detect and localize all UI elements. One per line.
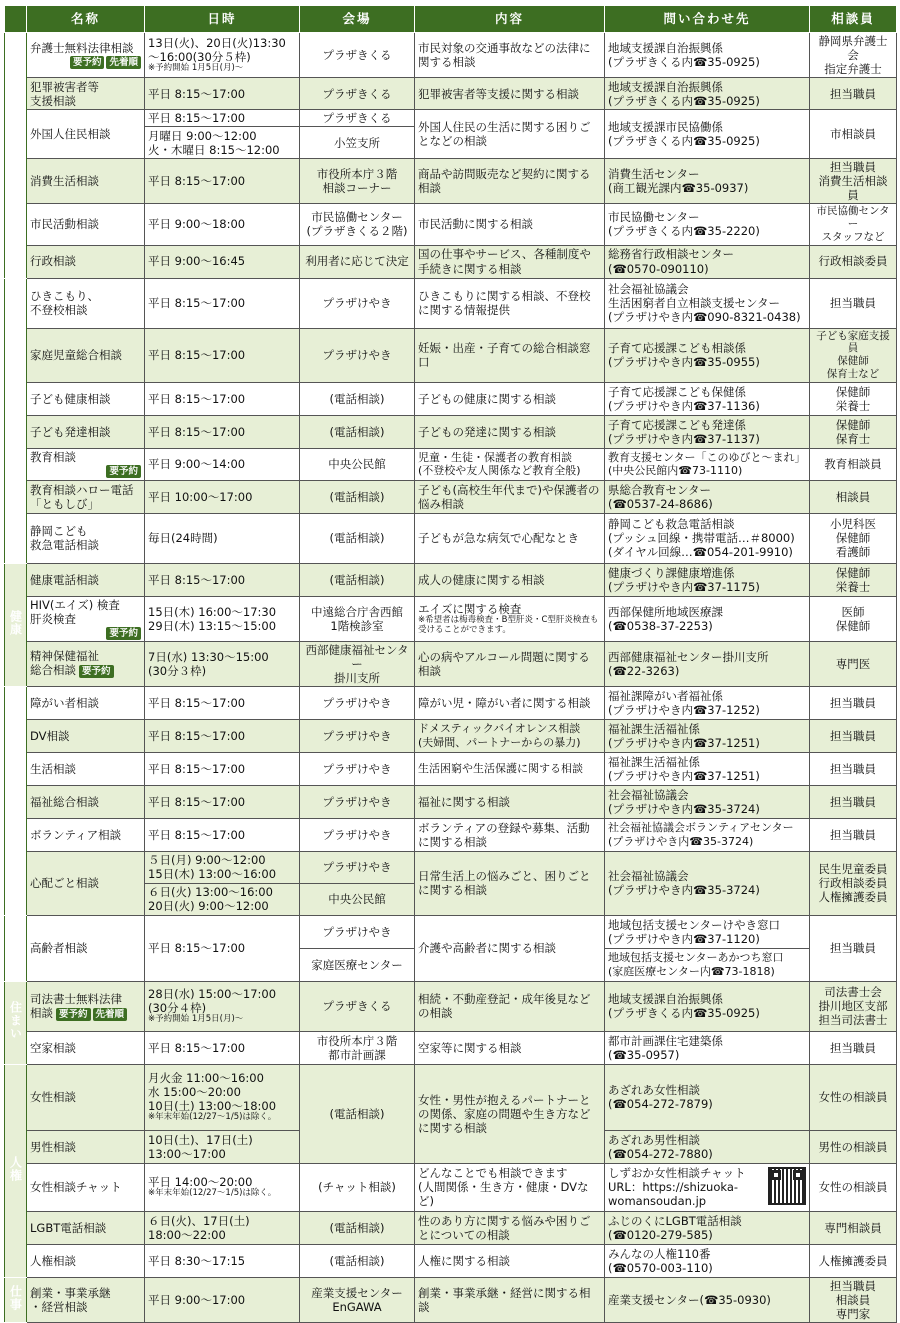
row-contact: 社会福祉協議会 (プラザけやき内☎35-3724): [605, 851, 810, 915]
row-name: 教育相談ハロー電話 「ともしび」: [27, 480, 145, 513]
row-time: 平日 9:00～16:45: [145, 245, 300, 278]
row-staff: 人権擁護委員: [810, 1244, 897, 1277]
consultation-table: [4, 5, 897, 1323]
row-name: ボランティア相談: [27, 818, 145, 851]
row-staff: 民生児童委員 行政相談委員 人権擁護委員: [810, 851, 897, 915]
row-contact: 地域支援課自治振興係 (プラザきくる内☎35-0925): [605, 78, 810, 110]
row-staff: 行政相談委員: [810, 245, 897, 278]
row-time: 平日 14:00～20:00 ※年末年始(12/27～1/5)は除く。: [145, 1163, 300, 1211]
row-venue: 市役所本庁３階 相談コーナー: [300, 159, 415, 204]
row-staff: 担当職員: [810, 278, 897, 328]
row-staff: 担当職員: [810, 752, 897, 785]
row-staff: 子ども家庭支援員 保健師 保育士など: [810, 328, 897, 382]
row-time: 平日 8:15～17:00: [145, 1031, 300, 1064]
row-name: 子ども発達相談: [27, 415, 145, 448]
row-name: 静岡こども 救急電話相談: [27, 513, 145, 563]
row-content: 性のあり方に関する悩みや困りごとについての相談: [415, 1211, 605, 1244]
row-time: 月火金 11:00～16:00 水 15:00～20:00 10日(土) 13:00～18:00 ※年末年始(12/27～1/5)は除く。: [145, 1064, 300, 1130]
row-venue: プラザけやき: [300, 915, 415, 948]
row-name: 健康電話相談: [27, 563, 145, 596]
row-time: 7日(水) 13:30～15:00 (30分３枠): [145, 641, 300, 686]
row-venue: プラザけやき: [300, 851, 415, 883]
row-content: 市民対象の交通事故などの法律に関する相談: [415, 33, 605, 78]
table-row: [5, 1031, 897, 1064]
row-contact: 教育支援センター「このゆびと～まれ」 (中央公民館内☎73-1110): [605, 448, 810, 480]
row-staff: 保健師 保育士: [810, 415, 897, 448]
row-content: 子どもの発達に関する相談: [415, 415, 605, 448]
reservation-badge: 要予約: [106, 627, 141, 640]
row-name: 空家相談: [27, 1031, 145, 1064]
row-contact: 総務省行政相談センター (☎0570-090110): [605, 245, 810, 278]
row-content: 相続・不動産登記・成年後見などの相談: [415, 981, 605, 1031]
row-content: 外国人住民の生活に関する困りごとなどの相談: [415, 110, 605, 159]
row-time: 平日 8:30～17:15: [145, 1244, 300, 1277]
row-staff: 保健師 栄養士: [810, 563, 897, 596]
row-contact: ふじのくにLGBT電話相談 (☎0120-279-585): [605, 1211, 810, 1244]
row-staff: 担当職員: [810, 785, 897, 818]
row-contact: 社会福祉協議会 生活困窮者自立相談支援センター (プラザけやき内☎090-8321-0438): [605, 278, 810, 328]
row-content: 女性・男性が抱えるパートナーとの関係、家庭の問題や生き方などに関する相談: [415, 1064, 605, 1163]
table-row: [5, 415, 897, 448]
row-venue: (電話相談): [300, 480, 415, 513]
row-name: 創業・事業承継 ・経営相談: [27, 1277, 145, 1322]
row-time: 平日 8:15～17:00: [145, 159, 300, 204]
row-venue: プラザきくる: [300, 78, 415, 110]
row-time: 平日 9:00～14:00: [145, 448, 300, 480]
row-contact: あざれあ男性相談 (☎054-272-7880): [605, 1130, 810, 1163]
table-row: [5, 915, 897, 948]
row-time: 平日 10:00～17:00: [145, 480, 300, 513]
row-content: 心の病やアルコール問題に関する相談: [415, 641, 605, 686]
row-staff: 専門相談員: [810, 1211, 897, 1244]
row-time: 平日 8:15～17:00: [145, 785, 300, 818]
row-time: 平日 8:15～17:00: [145, 382, 300, 415]
table-row: [5, 981, 897, 1031]
row-content: 生活困窮や生活保護に関する相談: [415, 752, 605, 785]
header-content: 内容: [415, 6, 605, 33]
row-time: 平日 8:15～17:00: [145, 915, 300, 981]
row-staff: 医師 保健師: [810, 596, 897, 641]
row-content: 人権に関する相談: [415, 1244, 605, 1277]
table-row: [5, 204, 897, 245]
row-contact: あざれあ女性相談 (☎054-272-7879): [605, 1064, 810, 1130]
row-content: 子ども(高校生年代まで)や保護者の悩み相談: [415, 480, 605, 513]
row-staff: 小児科医 保健師 看護師: [810, 513, 897, 563]
row-time: ６日(火)、17日(土) 18:00～22:00: [145, 1211, 300, 1244]
header-spacer: [5, 6, 27, 33]
table-row: [5, 596, 897, 641]
table-row: [5, 513, 897, 563]
table-row: [5, 78, 897, 110]
row-venue: (電話相談): [300, 513, 415, 563]
category-koureisha: 高齢者: [5, 915, 27, 981]
row-staff: 担当職員: [810, 686, 897, 719]
row-time: 平日 8:15～17:00: [145, 686, 300, 719]
row-contact: 福祉課生活福祉係 (プラザけやき内☎37-1251): [605, 719, 810, 752]
row-content: ひきこもりに関する相談、不登校に関する情報提供: [415, 278, 605, 328]
table-row: [5, 1064, 897, 1130]
table-row: [5, 245, 897, 278]
row-content: エイズに関する検査 ※希望者は梅毒検査・B型肝炎・C型肝炎検査も受けることができます。: [415, 596, 605, 641]
row-time: 10日(土)、17日(土) 13:00～17:00: [145, 1130, 300, 1163]
row-name: 男性相談: [27, 1130, 145, 1163]
row-staff: 市相談員: [810, 110, 897, 159]
row-time: 平日 9:00～17:00: [145, 1277, 300, 1322]
category-kodomo: 子ども・教育: [5, 278, 27, 563]
table-row: [5, 563, 897, 596]
row-name: 心配ごと相談: [27, 851, 145, 915]
row-content: 創業・事業承継・経営に関する相談: [415, 1277, 605, 1322]
row-name: 司法書士無料法律 相談 要予約 先着順: [27, 981, 145, 1031]
row-venue: プラザけやき: [300, 785, 415, 818]
row-staff: 担当職員: [810, 78, 897, 110]
row-contact: しずおか女性相談チャット URL：https://shizuoka- womansoudan.jp: [605, 1163, 810, 1211]
table-row: [5, 1211, 897, 1244]
table-header-row: [5, 6, 897, 33]
row-venue: プラザけやき: [300, 686, 415, 719]
row-venue: (電話相談): [300, 1244, 415, 1277]
row-venue: 家庭医療センター: [300, 948, 415, 981]
table-row: [5, 1244, 897, 1277]
row-venue: 中遠総合庁舎西館 1階検診室: [300, 596, 415, 641]
row-time: 平日 8:15～17:00: [145, 415, 300, 448]
row-name: 消費生活相談: [27, 159, 145, 204]
category-kurashi: くらし: [5, 33, 27, 279]
row-name: 家庭児童総合相談: [27, 328, 145, 382]
row-name: 弁護士無料法律相談 要予約 先着順: [27, 33, 145, 78]
reservation-badge: 要予約: [70, 56, 105, 69]
row-name: 人権相談: [27, 1244, 145, 1277]
row-content: 国の仕事やサービス、各種制度や手続きに関する相談: [415, 245, 605, 278]
row-venue: プラザきくる: [300, 110, 415, 127]
category-fukushi: 福祉: [5, 686, 27, 915]
consultation-table-wrapper: [4, 5, 896, 1323]
row-venue: (電話相談): [300, 415, 415, 448]
row-time: 平日 8:15～17:00: [145, 719, 300, 752]
row-time: 平日 8:15～17:00: [145, 110, 300, 127]
table-row: [5, 110, 897, 127]
category-sumai: 住まい: [5, 981, 27, 1064]
qr-code-icon[interactable]: [768, 1167, 806, 1205]
row-staff: 担当職員 消費生活相談員: [810, 159, 897, 204]
first-come-badge: 先着順: [106, 56, 141, 69]
row-time: 15日(木) 16:00～17:30 29日(木) 13:15～15:00: [145, 596, 300, 641]
reservation-badge: 要予約: [106, 465, 141, 478]
table-row: [5, 382, 897, 415]
row-name: 高齢者相談: [27, 915, 145, 981]
row-venue: (電話相談): [300, 1211, 415, 1244]
row-content: 成人の健康に関する相談: [415, 563, 605, 596]
row-contact: 子育て応援課こども発達係 (プラザけやき内☎37-1137): [605, 415, 810, 448]
row-venue: 小笠支所: [300, 127, 415, 159]
row-staff: 保健師 栄養士: [810, 382, 897, 415]
row-contact: 静岡こども救急電話相談 (プッシュ回線・携帯電話…＃8000) (ダイヤル回線…☎054-201-9910): [605, 513, 810, 563]
header-staff: 相談員: [810, 6, 897, 33]
row-venue: 中央公民館: [300, 448, 415, 480]
row-content: 市民活動に関する相談: [415, 204, 605, 245]
row-staff: 教育相談員: [810, 448, 897, 480]
row-contact: 地域支援課自治振興係 (プラザきくる内☎35-0925): [605, 33, 810, 78]
row-staff: 司法書士会 掛川地区支部 担当司法書士: [810, 981, 897, 1031]
row-contact: 地域包括支援センターけやき窓口 (プラザけやき内☎37-1120): [605, 915, 810, 948]
row-staff: 相談員: [810, 480, 897, 513]
row-venue: プラザけやき: [300, 278, 415, 328]
row-time: 平日 8:15～17:00: [145, 278, 300, 328]
table-row: [5, 159, 897, 204]
row-time: 平日 9:00～18:00: [145, 204, 300, 245]
row-venue: プラザけやき: [300, 752, 415, 785]
row-contact: 地域支援課市民協働係 (プラザきくる内☎35-0925): [605, 110, 810, 159]
row-staff: 担当職員 相談員 専門家: [810, 1277, 897, 1322]
row-venue: 産業支援センター EnGAWA: [300, 1277, 415, 1322]
row-venue: プラザきくる: [300, 981, 415, 1031]
header-venue: 会場: [300, 6, 415, 33]
row-name: 行政相談: [27, 245, 145, 278]
row-content: 介護や高齢者に関する相談: [415, 915, 605, 981]
row-contact: 都市計画課住宅建築係 (☎35-0957): [605, 1031, 810, 1064]
row-venue: プラザけやき: [300, 328, 415, 382]
row-time: 平日 8:15～17:00: [145, 78, 300, 110]
row-name: 市民活動相談: [27, 204, 145, 245]
table-row: [5, 328, 897, 382]
row-contact: みんなの人権110番 (☎0570-003-110): [605, 1244, 810, 1277]
row-venue: プラザけやき: [300, 818, 415, 851]
row-venue: 市役所本庁３階 都市計画課: [300, 1031, 415, 1064]
row-content: 日常生活上の悩みごと、困りごとに関する相談: [415, 851, 605, 915]
row-time: 平日 8:15～17:00: [145, 752, 300, 785]
row-contact: 消費生活センター (商工観光課内☎35-0937): [605, 159, 810, 204]
row-name: HIV(エイズ) 検査 肝炎検査 要予約: [27, 596, 145, 641]
row-contact: 健康づくり課健康増進係 (プラザけやき内☎37-1175): [605, 563, 810, 596]
row-name: ひきこもり、 不登校相談: [27, 278, 145, 328]
row-contact: 社会福祉協議会ボランティアセンター (プラザけやき内☎35-3724): [605, 818, 810, 851]
row-time: 13日(火)、20日(火)13:30 ～16:00(30分５枠) ※予約開始 1月5日(月)～: [145, 33, 300, 78]
row-contact: 市民協働センター (プラザきくる内☎35-2220): [605, 204, 810, 245]
row-venue: プラザきくる: [300, 33, 415, 78]
row-time: 月曜日 9:00～12:00 火・木曜日 8:15～12:00: [145, 127, 300, 159]
row-time: 平日 8:15～17:00: [145, 818, 300, 851]
row-venue: 西部健康福祉センター 掛川支所: [300, 641, 415, 686]
row-content: 児童・生徒・保護者の教育相談 (不登校や友人関係など教育全般): [415, 448, 605, 480]
table-row: [5, 33, 897, 78]
row-staff: 担当職員: [810, 818, 897, 851]
row-contact: 福祉課障がい者福祉係 (プラザけやき内☎37-1252): [605, 686, 810, 719]
row-venue: (電話相談): [300, 563, 415, 596]
table-row: [5, 851, 897, 883]
row-contact: 社会福祉協議会 (プラザけやき内☎35-3724): [605, 785, 810, 818]
row-contact: 県総合教育センター (☎0537-24-8686): [605, 480, 810, 513]
table-row: [5, 785, 897, 818]
row-staff: 女性の相談員: [810, 1163, 897, 1211]
table-row: [5, 1277, 897, 1322]
row-venue: プラザけやき: [300, 719, 415, 752]
table-row: [5, 752, 897, 785]
row-staff: 男性の相談員: [810, 1130, 897, 1163]
row-venue: 利用者に応じて決定: [300, 245, 415, 278]
table-row: [5, 480, 897, 513]
row-contact: 地域支援課自治振興係 (プラザきくる内☎35-0925): [605, 981, 810, 1031]
row-staff: 担当職員: [810, 1031, 897, 1064]
row-venue: (チャット相談): [300, 1163, 415, 1211]
row-contact: 地域包括支援センターあかつち窓口 (家庭医療センター内☎73-1818): [605, 948, 810, 981]
first-come-badge: 先着順: [93, 1008, 128, 1021]
row-content: どんなことでも相談できます (人間関係・生き方・健康・DVなど): [415, 1163, 605, 1211]
row-content: 子どもの健康に関する相談: [415, 382, 605, 415]
row-time: 28日(水) 15:00～17:00 (30分４枠) ※予約開始 1月5日(月)～: [145, 981, 300, 1031]
reservation-badge: 要予約: [56, 1008, 91, 1021]
table-row: [5, 686, 897, 719]
category-kenkou: 健康: [5, 563, 27, 686]
row-time: ６日(火) 13:00～16:00 20日(火) 9:00～12:00: [145, 883, 300, 915]
row-name: 福祉総合相談: [27, 785, 145, 818]
row-content: 福祉に関する相談: [415, 785, 605, 818]
row-staff: 市民協働センター スタッフなど: [810, 204, 897, 245]
row-venue: 中央公民館: [300, 883, 415, 915]
header-contact: 問い合わせ先: [605, 6, 810, 33]
table-row: [5, 719, 897, 752]
row-staff: 専門医: [810, 641, 897, 686]
row-content: 子どもが急な病気で心配なとき: [415, 513, 605, 563]
row-content: ドメスティックバイオレンス相談 (夫婦間、パートナーからの暴力): [415, 719, 605, 752]
row-name: LGBT電話相談: [27, 1211, 145, 1244]
header-time: 日時: [145, 6, 300, 33]
header-name: 名称: [27, 6, 145, 33]
row-name: 子ども健康相談: [27, 382, 145, 415]
reservation-badge: 要予約: [79, 665, 114, 678]
row-venue: (電話相談): [300, 382, 415, 415]
row-name: 女性相談チャット: [27, 1163, 145, 1211]
row-name: 外国人住民相談: [27, 110, 145, 159]
row-venue: (電話相談): [300, 1064, 415, 1163]
row-contact: 産業支援センター(☎35-0930): [605, 1277, 810, 1322]
row-name: 犯罪被害者等 支援相談: [27, 78, 145, 110]
table-row: [5, 1163, 897, 1211]
row-name: 教育相談 要予約: [27, 448, 145, 480]
table-row: [5, 641, 897, 686]
row-content: 犯罪被害者等支援に関する相談: [415, 78, 605, 110]
row-staff: 担当職員: [810, 719, 897, 752]
row-contact: 子育て応援課こども保健係 (プラザけやき内☎37-1136): [605, 382, 810, 415]
row-contact: 福祉課生活福祉係 (プラザけやき内☎37-1251): [605, 752, 810, 785]
row-contact: 西部保健所地域医療課 (☎0538-37-2253): [605, 596, 810, 641]
row-name: 精神保健福祉 総合相談 要予約: [27, 641, 145, 686]
row-time: 平日 8:15～17:00: [145, 328, 300, 382]
row-time: 毎日(24時間): [145, 513, 300, 563]
row-name: 障がい者相談: [27, 686, 145, 719]
table-row: [5, 448, 897, 480]
row-staff: 女性の相談員: [810, 1064, 897, 1130]
row-name: DV相談: [27, 719, 145, 752]
row-name: 生活相談: [27, 752, 145, 785]
row-time: 平日 8:15～17:00: [145, 563, 300, 596]
row-content: 商品や訪問販売など契約に関する相談: [415, 159, 605, 204]
category-shigoto: 仕事: [5, 1277, 27, 1322]
table-row: [5, 278, 897, 328]
row-time: ５日(月) 9:00～12:00 15日(木) 13:00～16:00: [145, 851, 300, 883]
row-staff: 静岡県弁護士会 指定弁護士: [810, 33, 897, 78]
row-content: 妊娠・出産・子育ての総合相談窓口: [415, 328, 605, 382]
row-content: 障がい児・障がい者に関する相談: [415, 686, 605, 719]
row-name: 女性相談: [27, 1064, 145, 1130]
row-venue: 市民協働センター (プラザきくる２階): [300, 204, 415, 245]
category-jinken: 人権: [5, 1064, 27, 1277]
row-staff: 担当職員: [810, 915, 897, 981]
row-content: 空家等に関する相談: [415, 1031, 605, 1064]
row-contact: 子育て応援課こども相談係 (プラザけやき内☎35-0955): [605, 328, 810, 382]
row-contact: 西部健康福祉センター掛川支所 (☎22-3263): [605, 641, 810, 686]
table-row: [5, 818, 897, 851]
row-content: ボランティアの登録や募集、活動に関する相談: [415, 818, 605, 851]
